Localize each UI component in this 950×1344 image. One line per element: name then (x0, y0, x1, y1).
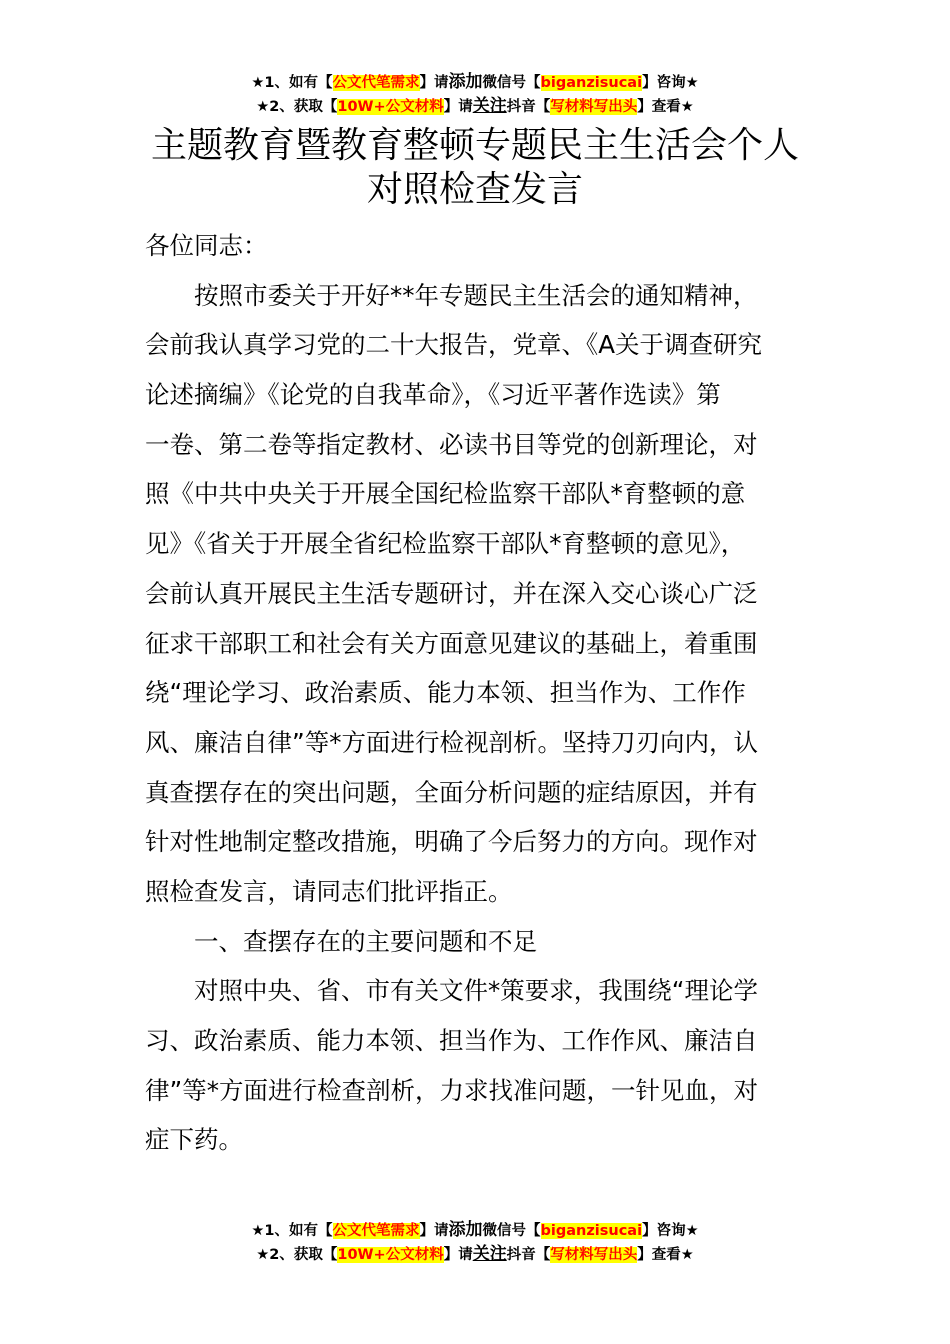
body-line: 会前我认真学习党的二十大报告，党章、《A关于调查研究 (145, 330, 763, 360)
body-line: 律”等*方面进行检查剖析，力求找准问题，一针见血，对 (145, 1075, 758, 1105)
promo-douyin-account: 写材料写出头 (550, 99, 638, 115)
promo-text: 抖音【 (506, 99, 551, 115)
promo-text: 】请 (443, 99, 473, 115)
body-line: 对照中央、省、市有关文件*策要求，我围绕“理论学 (145, 976, 758, 1006)
promo-header (0, 70, 950, 118)
promo-text: 】请 (419, 1223, 449, 1239)
promo-text: 微信号【 (482, 75, 541, 91)
salutation: 各位同志： (145, 231, 268, 260)
promo-text: 】请 (443, 1247, 473, 1263)
section-heading: 一、查摆存在的主要问题和不足 (145, 926, 537, 956)
promo-highlight: 公文代笔需求 (332, 75, 420, 91)
body-line: 论述摘编》《论党的自我革命》，《习近平著作选读》第 (145, 380, 721, 410)
promo-wechat-id: biganzisucai (540, 75, 643, 91)
promo-line-2 (0, 1242, 950, 1266)
promo-highlight: 10W+公文材料 (337, 99, 444, 115)
promo-emphasis: 关注 (472, 1244, 507, 1264)
promo-text: 】请 (419, 75, 449, 91)
document-body (145, 226, 810, 1170)
body-line: 会前认真开展民主生活专题研讨，并在深入交心谈心广泛 (145, 578, 758, 608)
promo-text: 微信号【 (482, 1223, 541, 1239)
body-line: 照检查发言，请同志们批评指正。 (145, 876, 513, 906)
promo-text: ★1、如有【 (251, 1223, 333, 1239)
body-line: 照《中共中央关于开展全国纪检监察干部队*育整顿的意 (145, 479, 746, 509)
promo-text: 】咨询★ (642, 1223, 699, 1239)
body-line: 症下药。 (145, 1125, 243, 1155)
body-line: 一卷、第二卷等指定教材、必读书目等党的创新理论，对 (145, 429, 758, 459)
document-title (100, 124, 850, 212)
promo-line-2 (0, 94, 950, 118)
promo-emphasis: 添加 (448, 72, 483, 92)
body-line: 征求干部职工和社会有关方面意见建议的基础上，着重围 (145, 628, 758, 658)
title-line: 主题教育暨教育整顿专题民主生活会个人 (150, 125, 799, 166)
promo-text: ★2、获取【 (256, 1247, 338, 1263)
promo-highlight: 10W+公文材料 (337, 1247, 444, 1263)
promo-emphasis: 关注 (472, 96, 507, 116)
body-line: 针对性地制定整改措施，明确了今后努力的方向。现作对 (145, 827, 758, 857)
promo-text: 抖音【 (506, 1247, 551, 1263)
promo-douyin-account: 写材料写出头 (550, 1247, 638, 1263)
promo-line-1 (0, 70, 950, 94)
promo-line-1 (0, 1218, 950, 1242)
promo-highlight: 公文代笔需求 (332, 1223, 420, 1239)
title-line: 对照检查发言 (366, 169, 583, 210)
promo-text: 】查看★ (637, 99, 694, 115)
promo-emphasis: 添加 (448, 1220, 483, 1240)
body-line: 真查摆存在的突出问题，全面分析问题的症结原因，并有 (145, 777, 758, 807)
promo-text: 】查看★ (637, 1247, 694, 1263)
body-line: 绕“理论学习、政治素质、能力本领、担当作为、工作作 (145, 678, 746, 708)
promo-text: 】咨询★ (642, 75, 699, 91)
body-line: 习、政治素质、能力本领、担当作为、工作作风、廉洁自 (145, 1026, 758, 1055)
promo-footer (0, 1218, 950, 1266)
body-line: 见》《省关于开展全省纪检监察干部队*育整顿的意见》， (145, 529, 746, 559)
body-line: 按照市委关于开好**年专题民主生活会的通知精神， (145, 280, 758, 310)
promo-text: ★1、如有【 (251, 75, 333, 91)
promo-wechat-id: biganzisucai (540, 1223, 643, 1239)
promo-text: ★2、获取【 (256, 99, 338, 115)
body-line: 风、廉洁自律”等*方面进行检视剖析。坚持刀刃向内，认 (145, 727, 758, 757)
